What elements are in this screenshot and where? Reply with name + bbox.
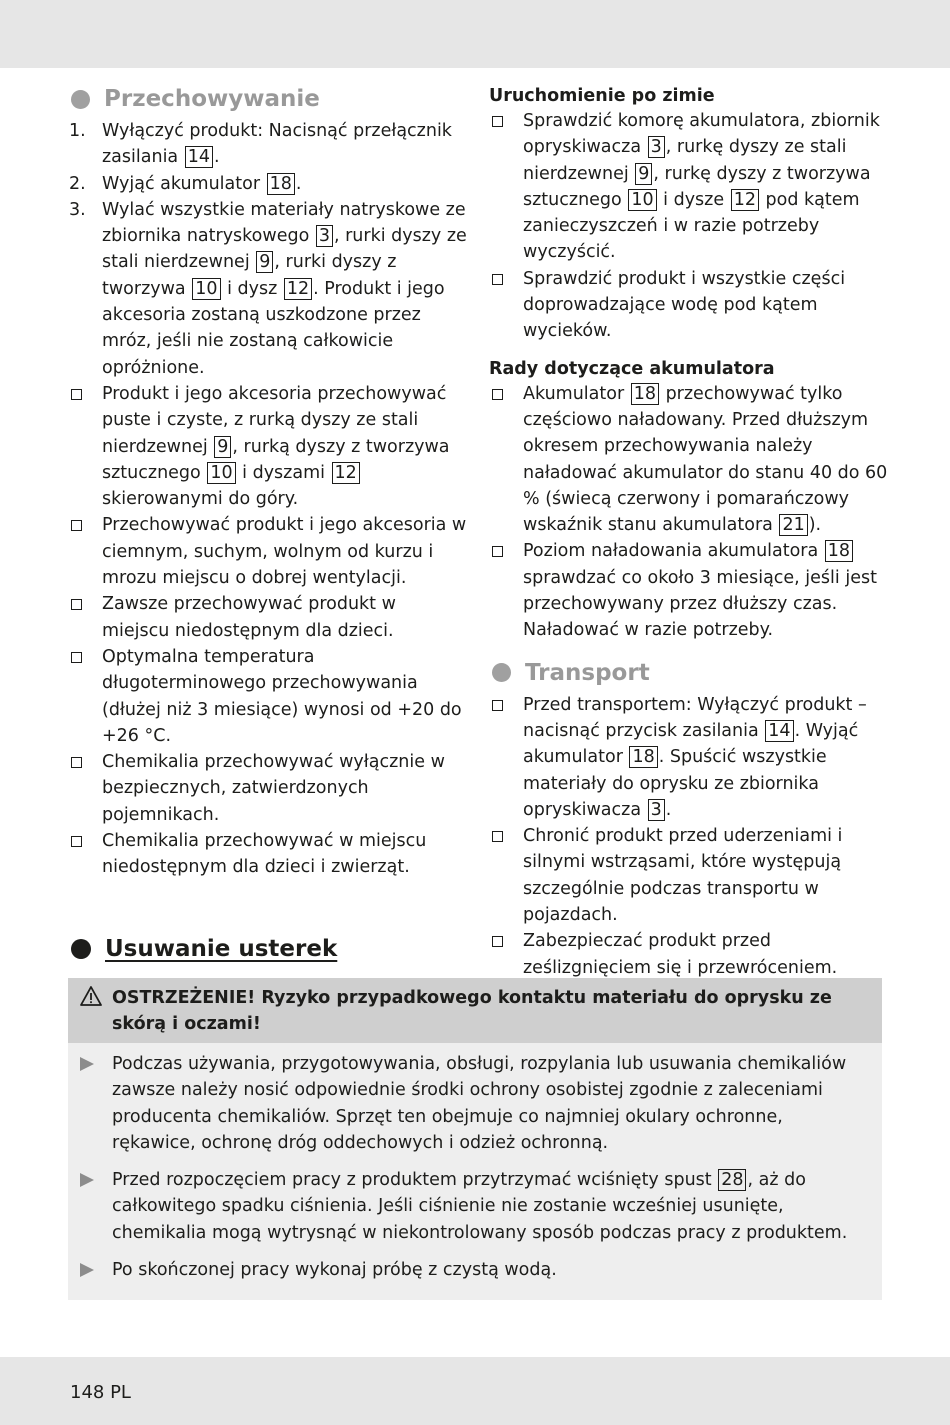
reference-number-box: 14 (185, 146, 213, 168)
reference-number-box: 12 (731, 189, 759, 211)
header-band (0, 0, 950, 68)
reference-number-box: 14 (765, 720, 793, 742)
checkbox-square-icon (492, 700, 503, 711)
footer-band (0, 1357, 950, 1425)
list-item: Podczas używania, przygotowywania, obsługi, rozpylania lub usuwania chemikaliów zawsze należy nosić odpowiednie środki ochrony osobistej zgodnie z zaleceniami producenta chemikaliów. Sprzęt ten obejmuje co najmniej okulary ochronne, rękawice, ochronę dróg oddechowych i odzież ochronną. (68, 1051, 870, 1156)
list-item: Sprawdzić produkt i wszystkie części doprowadzające wodę pod kątem wycieków. (489, 266, 889, 345)
list-item: Zabezpieczać produkt przed ześlizgnięciem się i przewróceniem. (489, 928, 889, 981)
section-transport-heading (489, 658, 889, 688)
reference-number-box: 12 (284, 278, 312, 300)
reference-number-box: 18 (629, 746, 657, 768)
arrow-right-icon (80, 1173, 94, 1187)
reference-number-box: 3 (316, 225, 333, 247)
checkbox-square-icon (71, 520, 82, 531)
warning-box (68, 978, 882, 1300)
reference-number-box: 18 (631, 383, 659, 405)
reference-number-box: 9 (635, 163, 652, 185)
checkbox-square-icon (492, 936, 503, 947)
list-item: 2. Wyjąć akumulator 18 . (69, 173, 302, 194)
list-item: 3. Wylać wszystkie materiały natryskowe ze zbiornika natryskowego 3 , rurki dyszy ze stali nierdzewnej 9 , rurki dyszy z tworzywa 10 i dysz 12 . Produkt i jego akcesoria zostaną uszkodzone przez mróz, jeśli nie zostaną całkowicie opróżnione. (69, 199, 467, 378)
reference-number-box: 3 (648, 799, 665, 821)
storage-bullets (68, 381, 468, 881)
list-item: Akumulator 18 przechowywać tylko częściowo naładowany. Przed dłuższym okresem przechowywania należy naładować akumulator do stanu 40 do 60 % (świecą czerwony i pomarańczowy wskaźnik stanu akumulatora 21 ). (489, 381, 889, 539)
battery-items (489, 381, 889, 644)
checkbox-square-icon (71, 757, 82, 768)
list-item: 1. Wyłączyć produkt: Nacisnąć przełącznik zasilania 14 . (69, 121, 452, 168)
section-title: Usuwanie usterek (105, 936, 338, 962)
page-number: 148 PL (70, 1382, 131, 1403)
reference-number-box: 21 (779, 514, 807, 536)
checkbox-square-icon (492, 389, 503, 400)
bullet-dot-icon (71, 90, 90, 109)
arrow-right-icon (80, 1263, 94, 1277)
battery-heading: Rady dotyczące akumulatora (489, 358, 775, 379)
section-title: Transport (525, 659, 650, 686)
warning-items (68, 1043, 882, 1300)
reference-number-box: 12 (332, 462, 360, 484)
checkbox-square-icon (71, 389, 82, 400)
reference-number-box: 10 (628, 189, 656, 211)
warning-triangle-icon (80, 985, 102, 1007)
section-title: Przechowywanie (104, 86, 320, 112)
transport-items (489, 692, 889, 981)
list-item: Produkt i jego akcesoria przechowywać puste i czyste, z rurką dyszy ze stali nierdzewnej 9 , rurką dyszy z tworzywa sztucznego 10 i dyszami 12 skierowanymi do góry. (68, 381, 468, 512)
reference-number-box: 10 (192, 278, 220, 300)
list-item: Zawsze przechowywać produkt w miejscu niedostępnym dla dzieci. (68, 591, 468, 644)
reference-number-box: 18 (267, 173, 295, 195)
warning-heading: OSTRZEŻENIE! Ryzyko przypadkowego kontaktu materiału do oprysku ze skórą i oczami! (68, 978, 882, 1043)
arrow-right-icon (80, 1057, 94, 1071)
reference-number-box: 3 (648, 136, 665, 158)
list-item: Chemikalia przechowywać w miejscu niedostępnym dla dzieci i zwierząt. (68, 828, 468, 881)
list-item: Optymalna temperatura długoterminowego przechowywania (dłużej niż 3 miesiące) wynosi od +20 do +26 °C. (68, 644, 468, 749)
checkbox-square-icon (71, 836, 82, 847)
bullet-dot-icon (492, 663, 511, 682)
reference-number-box: 10 (207, 462, 235, 484)
checkbox-square-icon (492, 831, 503, 842)
right-column (489, 84, 889, 981)
reference-number-box: 9 (256, 251, 273, 273)
checkbox-square-icon (492, 546, 503, 557)
storage-steps (68, 118, 468, 381)
reference-number-box: 18 (825, 540, 853, 562)
checkbox-square-icon (71, 652, 82, 663)
list-item: Poziom naładowania akumulatora 18 sprawdzać co około 3 miesiące, jeśli jest przechowywany przez dłuższy czas. Naładować w razie potrzeby. (489, 538, 889, 643)
left-column (68, 84, 468, 881)
list-item: Po skończonej pracy wykonaj próbę z czystą wodą. (68, 1257, 870, 1283)
winter-items (489, 108, 889, 345)
reference-number-box: 28 (718, 1169, 746, 1191)
list-item: Chemikalia przechowywać wyłącznie w bezpiecznych, zatwierdzonych pojemnikach. (68, 749, 468, 828)
list-item: Przed transportem: Wyłączyć produkt – nacisnąć przycisk zasilania 14 . Wyjąć akumulator 18 . Spuścić wszystkie materiały do oprysku ze zbiornika opryskiwacza 3 . (489, 692, 889, 823)
section-troubleshooting-heading (68, 934, 337, 964)
checkbox-square-icon (492, 274, 503, 285)
bullet-dot-icon (71, 939, 91, 959)
checkbox-square-icon (492, 116, 503, 127)
section-storage-heading (68, 84, 468, 114)
checkbox-square-icon (71, 599, 82, 610)
list-item: Sprawdzić komorę akumulatora, zbiornik opryskiwacza 3 , rurkę dyszy ze stali nierdzewnej 9 , rurkę dyszy z tworzywa sztucznego 10 i dysze 12 pod kątem zanieczyszczeń i w razie potrzeby wyczyścić. (489, 108, 889, 266)
list-item: Chronić produkt przed uderzeniami i silnymi wstrząsami, które występują szczególnie podczas transportu w pojazdach. (489, 823, 889, 928)
list-item: Przechowywać produkt i jego akcesoria w ciemnym, suchym, wolnym od kurzu i mrozu miejscu o dobrej wentylacji. (68, 512, 468, 591)
winter-heading: Uruchomienie po zimie (489, 86, 715, 106)
reference-number-box: 9 (214, 436, 231, 458)
list-item: Przed rozpoczęciem pracy z produktem przytrzymać wciśnięty spust 28 , aż do całkowitego spadku ciśnienia. Jeśli ciśnienie nie zostanie wcześniej usunięte, chemikalia mogą wytrysnąć w niekontrolowany sposób podczas pracy z produktem. (68, 1167, 870, 1246)
